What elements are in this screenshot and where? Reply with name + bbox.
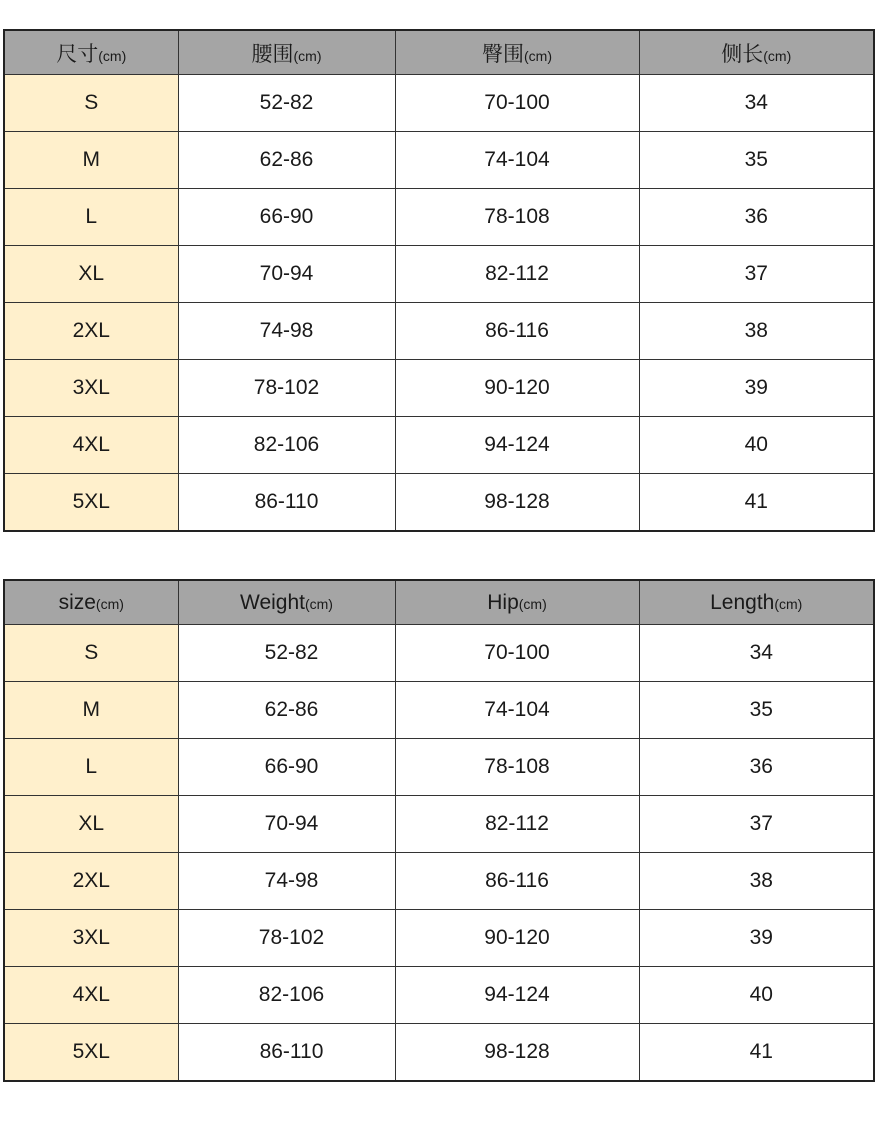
header-hip: 臀围(cm) (395, 30, 639, 75)
weight-cell: 66-90 (178, 739, 395, 796)
size-cell: 5XL (4, 474, 178, 532)
weight-cell: 74-98 (178, 853, 395, 910)
length-cell: 36 (639, 739, 874, 796)
size-cell: S (4, 625, 178, 682)
table-row (4, 910, 874, 967)
waist-cell: 86-110 (178, 474, 395, 532)
waist-cell: 62-86 (178, 132, 395, 189)
table-row (4, 360, 874, 417)
hip-cell: 74-104 (395, 132, 639, 189)
table-row (4, 625, 874, 682)
size-cell: 2XL (4, 853, 178, 910)
length-cell: 37 (639, 796, 874, 853)
hip-cell: 78-108 (395, 739, 639, 796)
header-size: 尺寸(cm) (4, 30, 178, 75)
size-cell: XL (4, 796, 178, 853)
waist-cell: 74-98 (178, 303, 395, 360)
hip-cell: 74-104 (395, 682, 639, 739)
length-cell: 35 (639, 682, 874, 739)
size-cell: 3XL (4, 360, 178, 417)
table-row (4, 189, 874, 246)
size-cell: XL (4, 246, 178, 303)
table-row (4, 796, 874, 853)
hip-cell: 70-100 (395, 75, 639, 132)
hip-cell: 90-120 (395, 910, 639, 967)
table-row (4, 246, 874, 303)
weight-cell: 62-86 (178, 682, 395, 739)
weight-cell: 78-102 (178, 910, 395, 967)
weight-cell: 52-82 (178, 625, 395, 682)
header-waist: 腰围(cm) (178, 30, 395, 75)
length-cell: 36 (639, 189, 874, 246)
size-cell: L (4, 739, 178, 796)
length-cell: 40 (639, 967, 874, 1024)
size-cell: S (4, 75, 178, 132)
hip-cell: 94-124 (395, 967, 639, 1024)
table-row (4, 303, 874, 360)
waist-cell: 66-90 (178, 189, 395, 246)
table-row (4, 1024, 874, 1082)
header-hip: Hip(cm) (395, 580, 639, 625)
weight-cell: 70-94 (178, 796, 395, 853)
header-row (4, 580, 874, 625)
hip-cell: 98-128 (395, 1024, 639, 1082)
weight-cell: 86-110 (178, 1024, 395, 1082)
header-length: 侧长(cm) (639, 30, 874, 75)
waist-cell: 52-82 (178, 75, 395, 132)
length-cell: 41 (639, 474, 874, 532)
size-cell: 4XL (4, 967, 178, 1024)
hip-cell: 82-112 (395, 246, 639, 303)
table-row (4, 132, 874, 189)
length-cell: 34 (639, 75, 874, 132)
length-cell: 39 (639, 910, 874, 967)
table-row (4, 474, 874, 532)
hip-cell: 82-112 (395, 796, 639, 853)
size-cell: M (4, 132, 178, 189)
header-size: size(cm) (4, 580, 178, 625)
size-cell: 4XL (4, 417, 178, 474)
table-row (4, 853, 874, 910)
size-cell: M (4, 682, 178, 739)
hip-cell: 90-120 (395, 360, 639, 417)
hip-cell: 86-116 (395, 853, 639, 910)
size-table-english (3, 579, 875, 1082)
header-length: Length(cm) (639, 580, 874, 625)
hip-cell: 98-128 (395, 474, 639, 532)
hip-cell: 94-124 (395, 417, 639, 474)
header-row (4, 30, 874, 75)
waist-cell: 78-102 (178, 360, 395, 417)
size-cell: 2XL (4, 303, 178, 360)
length-cell: 38 (639, 303, 874, 360)
waist-cell: 82-106 (178, 417, 395, 474)
table-row (4, 75, 874, 132)
table-row (4, 417, 874, 474)
length-cell: 38 (639, 853, 874, 910)
waist-cell: 70-94 (178, 246, 395, 303)
size-cell: 5XL (4, 1024, 178, 1082)
length-cell: 41 (639, 1024, 874, 1082)
hip-cell: 78-108 (395, 189, 639, 246)
length-cell: 39 (639, 360, 874, 417)
size-cell: L (4, 189, 178, 246)
weight-cell: 82-106 (178, 967, 395, 1024)
length-cell: 35 (639, 132, 874, 189)
length-cell: 40 (639, 417, 874, 474)
size-cell: 3XL (4, 910, 178, 967)
table-row (4, 682, 874, 739)
size-table-chinese (3, 29, 875, 532)
header-weight: Weight(cm) (178, 580, 395, 625)
hip-cell: 70-100 (395, 625, 639, 682)
table-row (4, 967, 874, 1024)
hip-cell: 86-116 (395, 303, 639, 360)
length-cell: 37 (639, 246, 874, 303)
length-cell: 34 (639, 625, 874, 682)
table-row (4, 739, 874, 796)
